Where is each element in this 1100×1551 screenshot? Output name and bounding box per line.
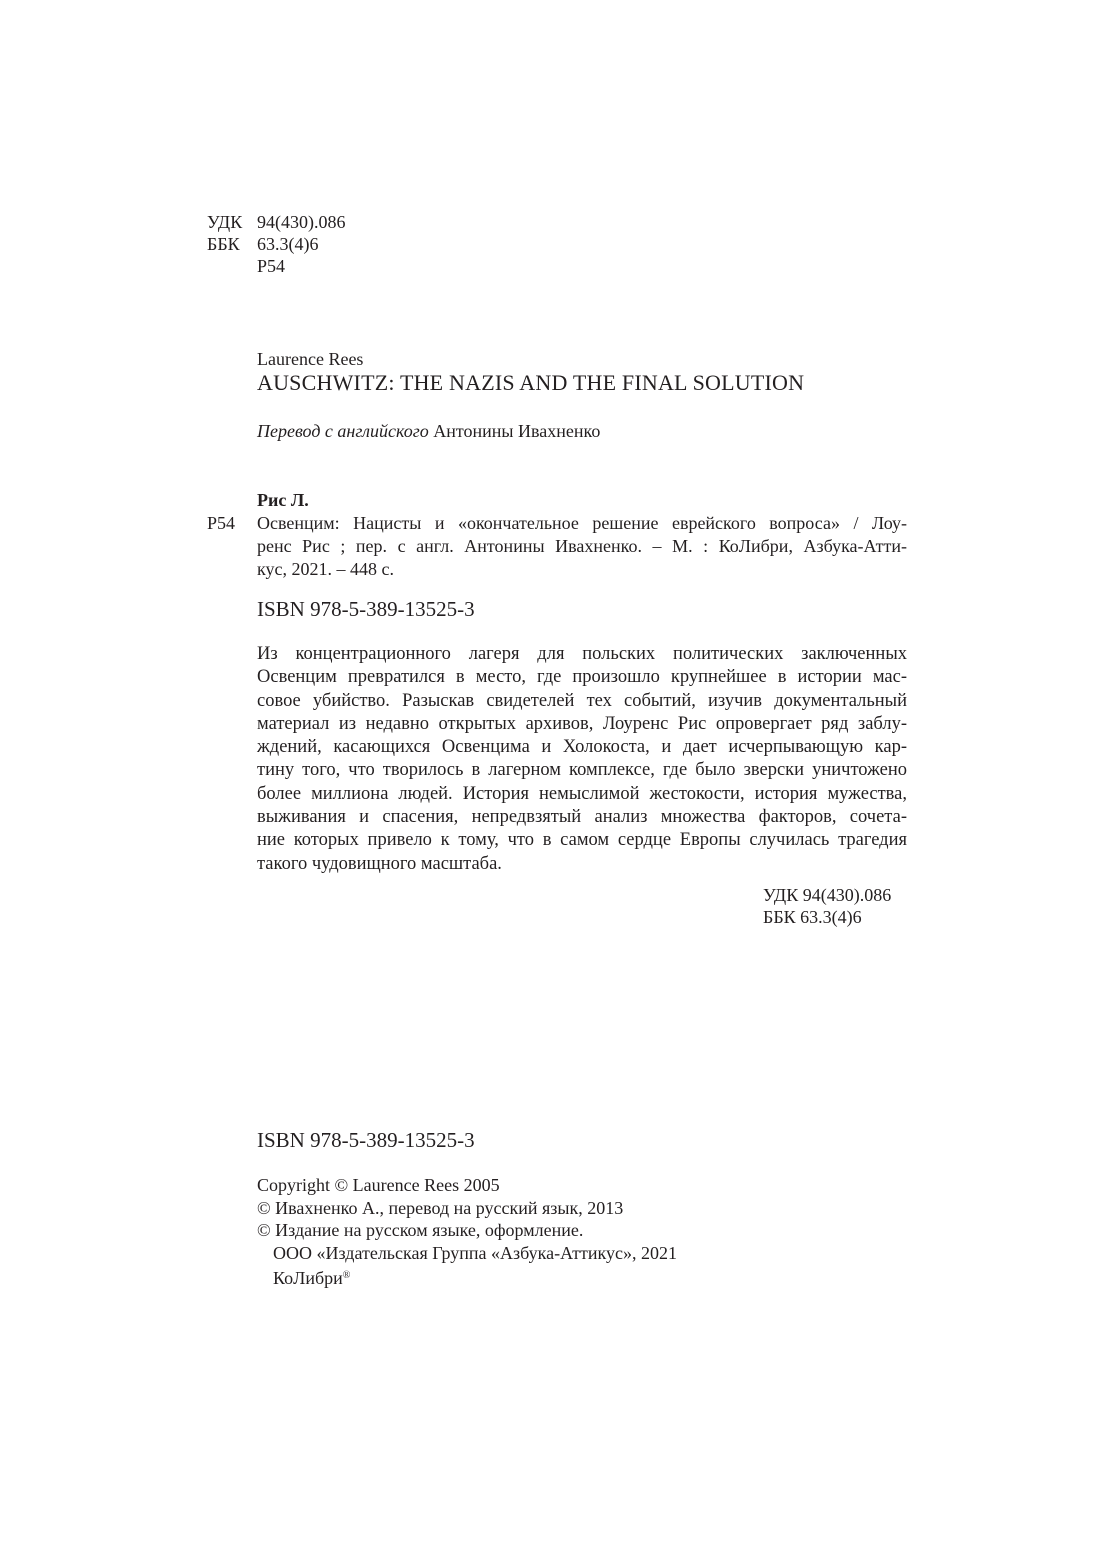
isbn-bottom: ISBN 978-5-389-13525-3 [257, 1128, 475, 1152]
translator-name: Антонины Ивахненко [433, 421, 601, 441]
author-mark: Р54 [257, 256, 286, 276]
annotation-line: материал из недавно открытых архивов, Лоуренс Рис опровергает ряд заблу- [257, 713, 907, 734]
classification-top [207, 212, 346, 278]
isbn-record: ISBN 978-5-389-13525-3 [257, 597, 475, 621]
udk-label: УДК [207, 212, 243, 232]
annotation-line: такого чудовищного масштаба. [257, 853, 502, 874]
udk-bottom: УДК 94(430).086 [763, 885, 892, 905]
udk-row [207, 212, 346, 234]
copyright-block [257, 1175, 677, 1288]
original-author: Laurence Rees [257, 349, 364, 369]
annotation-line: более миллиона людей. История немыслимой жестокости, история мужества, [257, 783, 907, 804]
bib-line: кус, 2021. – 448 с. [257, 559, 394, 579]
annotation-line: Из концентрационного лагеря для польских политических заключенных [257, 644, 907, 664]
udk-value: 94(430).086 [257, 212, 346, 232]
bib-author-heading: Рис Л. [257, 490, 309, 510]
classification-bottom [763, 885, 891, 929]
original-title: AUSCHWITZ: THE NAZIS AND THE FINAL SOLUTION [257, 370, 805, 395]
annotation-line: совое убийство. Разыскав свидетелей тех событий, изучив документальный [257, 690, 907, 711]
copyright-line: Copyright © Laurence Rees 2005 [257, 1175, 500, 1195]
translator-prefix: Перевод с английского [257, 421, 429, 441]
copyright-line: ООО «Издательская Группа «Азбука-Аттикус», 2021 [273, 1242, 678, 1263]
copyright-line: © Ивахненко А., перевод на русский язык, 2013 [257, 1197, 624, 1218]
bbk-row [207, 234, 346, 256]
annotation [257, 643, 907, 876]
copyright-publisher [257, 1265, 677, 1288]
annotation-line: выживания и спасения, непредвзятый анализ множества факторов, сочета- [257, 807, 907, 828]
bib-line: Освенцим: Нацисты и «окончательное решение еврейского вопроса» / Лоу- [257, 513, 907, 533]
original-title-block [257, 348, 804, 396]
annotation-line: ние которых привело к тому, что в самом сердце Европы случилась трагедия [257, 830, 907, 851]
bbk-bottom: ББК 63.3(4)6 [763, 907, 862, 927]
bib-author-mark: Р54 [207, 513, 236, 533]
annotation-line: ждений, касающихся Освенцима и Холокоста, и дает исчерпывающую кар- [257, 737, 907, 758]
annotation-line: Освенцим превратился в место, где произошло крупнейшее в истории мас- [257, 667, 907, 688]
bbk-value: 63.3(4)6 [257, 234, 319, 254]
translator-line [257, 421, 600, 442]
annotation-line: тину того, что творилось в лагерном комплексе, где было зверски уничтожено [257, 760, 907, 781]
bbk-label: ББК [207, 234, 240, 254]
publisher-name: КоЛибри [273, 1268, 343, 1288]
bib-line: ренс Рис ; пер. с англ. Антонины Ивахненко. – М. : КоЛибри, Азбука-Атти- [257, 536, 907, 556]
copyright-line: © Издание на русском языке, оформление. [257, 1220, 584, 1240]
registered-mark: ® [342, 1270, 351, 1281]
bib-description [257, 513, 907, 582]
